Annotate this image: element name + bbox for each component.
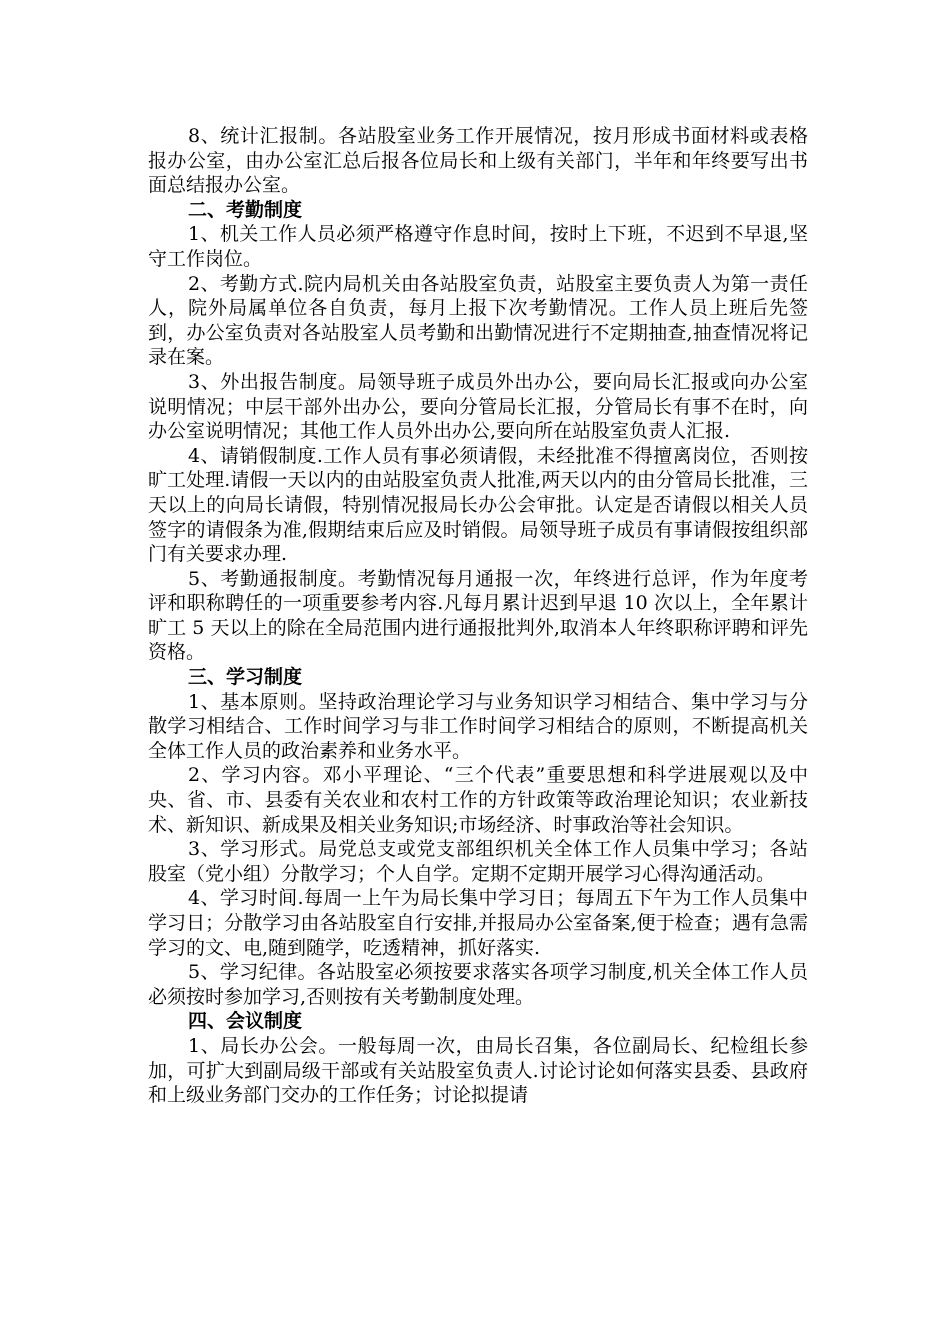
- paragraph-study-4: 4、学习时间.每周一上午为局长集中学习日；每周五下午为工作人员集中学习日；分散学习由各站股室自行安排,并报局办公室备案,便于检查；遇有急需学习的文、电,随到随学，吃透精神，抓好落实.: [148, 887, 808, 959]
- paragraph-meetings-1: 1、局长办公会。一般每周一次，由局长召集，各位副局长、纪检组长参加，可扩大到副局级干部或有关站股室负责人.讨论讨论如何落实县委、县政府和上级业务部门交办的工作任务；讨论拟提请: [148, 1034, 808, 1107]
- paragraph-study-2: 2、学习内容。邓小平理论、“三个代表”重要思想和科学进展观以及中央、省、市、县委有关农业和农村工作的方针政策等政治理论知识；农业新技术、新知识、新成果及相关业务知识;市场经济、时事政治等社会知识。: [148, 764, 808, 836]
- section-heading-attendance: 二、考勤制度: [188, 198, 303, 221]
- paragraph-statistics-report: 8、统计汇报制。各站股室业务工作开展情况，按月形成书面材料或表格报办公室，由办公室汇总后报各位局长和上级有关部门，半年和年终要写出书面总结报办公室。: [148, 125, 808, 197]
- paragraph-attendance-4: 4、请销假制度.工作人员有事必须请假，未经批准不得擅离岗位，否则按旷工处理.请假一天以内的由站股室负责人批准,两天以内的由分管局长批准，三天以上的向局长请假，特别情况报局长办公会审批。认定是否请假以相关人员签字的请假条为准,假期结束后应及时销假。局领导班子成员有事请假按组织部门有关要求办理.: [148, 444, 808, 566]
- paragraph-study-1: 1、基本原则。坚持政治理论学习与业务知识学习相结合、集中学习与分散学习相结合、工作时间学习与非工作时间学习相结合的原则，不断提高机关全体工作人员的政治素养和业务水平。: [148, 690, 808, 762]
- paragraph-attendance-2: 2、考勤方式.院内局机关由各站股室负责，站股室主要负责人为第一责任人，院外局属单位各自负责，每月上报下次考勤情况。工作人员上班后先签到，办公室负责对各站股室人员考勤和出勤情况进行不定期抽查,抽查情况将记录在案。: [148, 272, 808, 369]
- paragraph-attendance-5: 5、考勤通报制度。考勤情况每月通报一次，年终进行总评，作为年度考评和职称聘任的一项重要参考内容.凡每月累计迟到早退 10 次以上，全年累计旷工 5 天以上的除在全局范围内进行通报批判外,取消本人年终职称评聘和评先资格。: [148, 567, 808, 664]
- document-page: [148, 124, 808, 1108]
- paragraph-attendance-1: 1、机关工作人员必须严格遵守作息时间，按时上下班，不迟到不早退,坚守工作岗位。: [148, 223, 808, 270]
- paragraph-study-3: 3、学习形式。局党总支或党支部组织机关全体工作人员集中学习；各站股室（党小组）分散学习；个人自学。定期不定期开展学习心得沟通活动。: [148, 838, 808, 885]
- paragraph-attendance-3: 3、外出报告制度。局领导班子成员外出办公，要向局长汇报或向办公室说明情况；中层干部外出办公，要向分管局长汇报，分管局长有事不在时，向办公室说明情况；其他工作人员外出办公,要向所在站股室负责人汇报.: [148, 370, 808, 443]
- paragraph-study-5: 5、学习纪律。各站股室必须按要求落实各项学习制度,机关全体工作人员必须按时参加学习,否则按有关考勤制度处理。: [148, 961, 808, 1008]
- section-heading-study: 三、学习制度: [188, 666, 303, 689]
- section-heading-meetings: 四、会议制度: [188, 1010, 303, 1033]
